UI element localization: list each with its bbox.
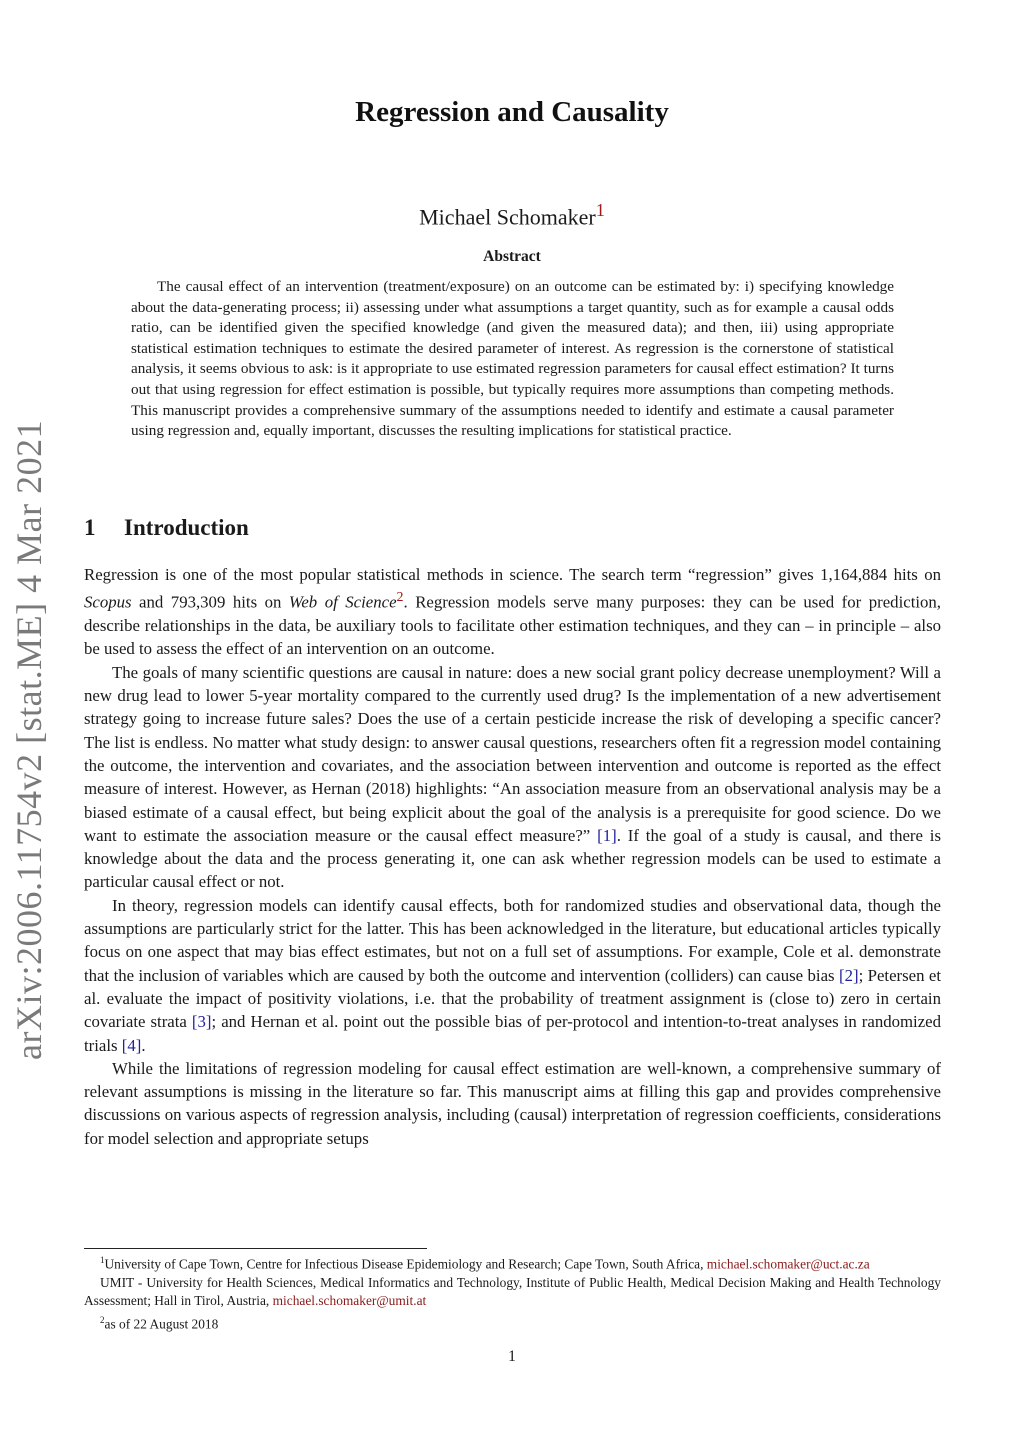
footnote-text: University of Cape Town, Centre for Infectious Disease Epidemiology and Research; Cape Town, South Africa, [104,1256,707,1272]
footnote-1 [84,1251,941,1274]
paragraph [84,661,941,894]
text-run: ; Petersen et al. evaluate the impact of positivity violations, i.e. that the probability of treatment assignment is (close to) zero in certain covariate strata [84,965,941,1032]
abstract-text: The causal effect of an intervention (treatment/exposure) on an outcome can be estimated by: i) specifying knowledge about the data-generating process; ii) assessing under what assumptions a target quantity, such as for example a causal odds ratio, can be identified given the specified knowledge (and given the measured data); and then, iii) using appropriate statistical estimation techniques to estimate the desired parameter of interest. As regression is the cornerstone of statistical analysis, it seems obvious to ask: is it appropriate to use estimated regression parameters for causal effect estimation? It turns out that using regression for effect estimation is possible, but typically requires more assumptions than competing methods. This manuscript provides a comprehensive summary of the assumptions needed to identify and estimate a causal parameter using regression and, equally important, discusses the resulting implications for statistical practice. [131,278,894,440]
page-number: 1 [508,1348,516,1365]
author-name: Michael Schomaker [419,204,596,230]
text-run: and 793,309 hits on [131,592,289,612]
citation-link-1[interactable]: [1] [597,825,617,845]
footnote-divider [84,1248,427,1249]
text-run: ; and Hernan et al. point out the possible bias of per-protocol and intention-to-treat analyses in randomized trials [84,1012,941,1055]
emphasis-web-of-science: Web of Science [288,592,397,612]
section-number: 1 [84,515,96,540]
author-affiliation-mark[interactable]: 1 [595,200,605,220]
body-text [84,563,941,1150]
abstract-heading: Abstract [483,248,541,265]
footnote-mark: 2 [100,1314,105,1325]
citation-link-3[interactable]: [3] [191,1012,212,1032]
text-run: The goals of many scientific questions are causal in nature: does a new social grant policy decrease unemployment? Will a new drug lead to lower 5-year mortality compared to the currently used drug? Is the implementation of a new advertisement strategy going to increase future sales? Does the use of a certain pesticide increase the risk of developing a specific cancer? The list is endless. No matter what study design: to answer causal questions, researchers often fit a regression model containing the outcome, the intervention and covariates, and the association between intervention and outcome is reported as the effect measure of interest. However, as Hernan (2018) highlights: “An association measure from an observational analysis may be a biased estimate of a causal effect, but being explicit about the goal of the analysis is a prerequisite for good science. Do we want to estimate the association measure or the causal effect measure?” [84,662,941,845]
arxiv-identifier[interactable]: arXiv:2006.11754v2 [stat.ME] 4 Mar 2021 [9,419,49,1060]
footnote-text: as of 22 August 2018 [104,1316,219,1332]
section-heading [84,515,249,541]
citation-link-4[interactable]: [4] [121,1035,142,1055]
footnote-mark: 1 [100,1255,105,1265]
footnote-1b [84,1274,941,1311]
footnote-text: UMIT - University for Health Sciences, Medical Informatics and Technology, Institute of Public Health, Medical Decision Making and Health Technology Assessment; Hall in Tirol, Austria, [84,1274,941,1309]
text-run: . If the goal of a study is causal, and there is knowledge about the data and the process generating it, one can ask whether regression models can be used to estimate a particular causal effect or not. [84,825,941,892]
footnote-link-2[interactable]: 2 [396,590,404,606]
author-line [0,200,1024,230]
paragraph [84,894,941,1057]
text-run: In theory, regression models can identify causal effects, both for randomized studies and observational data, though the assumptions are particularly strict for the latter. This has been acknowledged in the literature, but educational articles typically focus on one aspect that may bias effect estimates, but not on a full set of assumptions. For example, Cole et al. demonstrate that the inclusion of variables which are caused by both the outcome and intervention (colliders) can cause bias [84,895,941,985]
footnote-2 [84,1311,941,1334]
footnotes [84,1251,941,1334]
email-link[interactable]: michael.schomaker@umit.at [272,1293,427,1309]
paragraph [84,563,941,661]
paper-title: Regression and Causality [355,96,669,128]
emphasis-scopus: Scopus [84,592,132,612]
section-title: Introduction [124,515,249,540]
text-run: Regression is one of the most popular statistical methods in science. The search term “regression” gives 1,164,884 hits on [84,565,941,584]
email-link[interactable]: michael.schomaker@uct.ac.za [706,1256,870,1272]
paragraph: While the limitations of regression modeling for causal effect estimation are well-known, a comprehensive summary of relevant assumptions is missing in the literature so far. This manuscript aims at filling this gap and provides comprehensive discussions on various aspects of regression analysis, including (causal) interpretation of regression coefficients, considerations for model selection and appropriate setups [84,1058,941,1148]
citation-link-2[interactable]: [2] [838,965,859,985]
text-run: . [141,1035,146,1055]
text-run: . Regression models serve many purposes: they can be used for prediction, describe relationships in the data, be auxiliary tools to facilitate other estimation techniques, and they can – in principle – also be used to assess the effect of an intervention on an outcome. [84,592,941,659]
